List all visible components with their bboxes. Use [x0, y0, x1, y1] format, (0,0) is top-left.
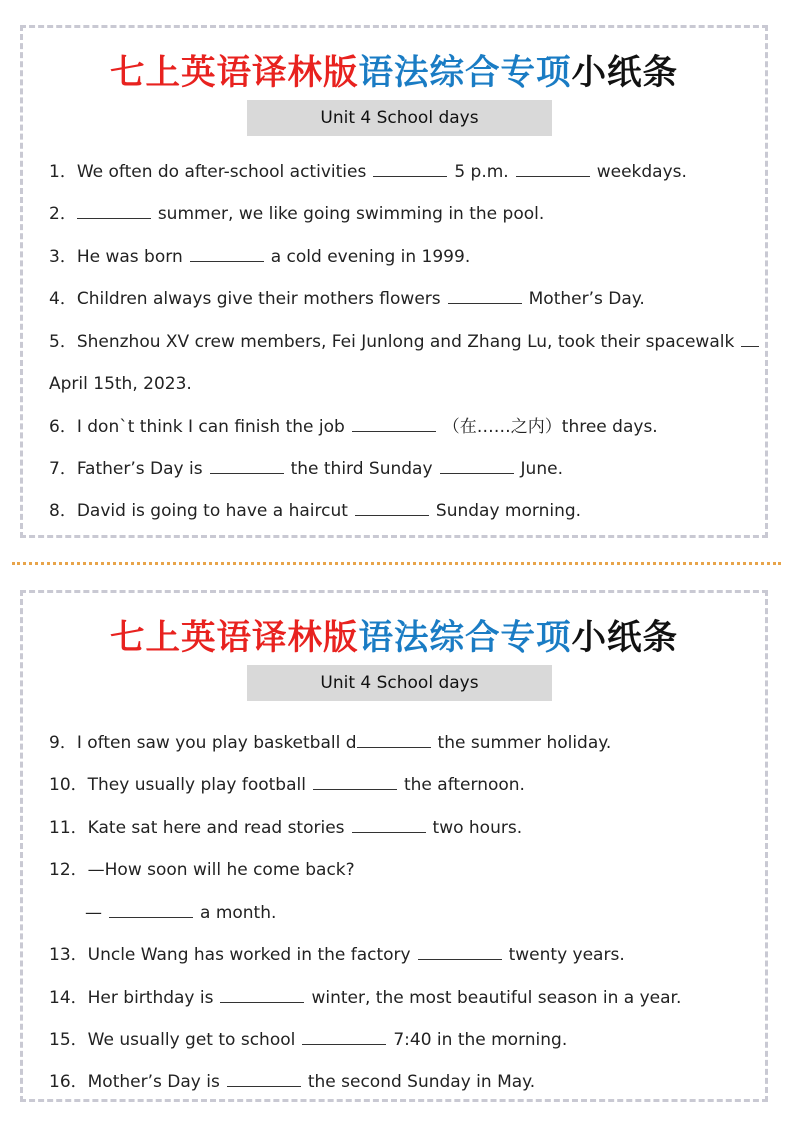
- answer-blank[interactable]: [313, 774, 397, 790]
- question-6: 6．I don`t think I can finish the job （在……之内）three days.: [49, 417, 658, 437]
- question-11: 11．Kate sat here and read stories two hours.: [49, 818, 523, 838]
- question-8: 8．David is going to have a haircut Sunday morning.: [49, 501, 582, 521]
- question-15: 15．We usually get to school 7:40 in the morning.: [49, 1030, 568, 1050]
- answer-blank[interactable]: [516, 161, 590, 177]
- answer-blank[interactable]: [227, 1071, 301, 1087]
- question-4: 4．Children always give their mothers flowers Mother’s Day.: [49, 289, 645, 309]
- question-1: 1．We often do after-school activities 5 p.m. weekdays.: [49, 162, 687, 182]
- question-7: 7．Father’s Day is the third Sunday June.: [49, 459, 563, 479]
- title-black-part: 小纸条: [571, 618, 678, 658]
- answer-blank[interactable]: [220, 987, 304, 1003]
- title-blue-part: 语法综合专项: [358, 618, 572, 658]
- answer-blank[interactable]: [741, 331, 759, 347]
- answer-blank[interactable]: [352, 416, 436, 432]
- answer-blank[interactable]: [448, 288, 522, 304]
- answer-blank[interactable]: [355, 500, 429, 516]
- worksheet-card-2: [20, 590, 768, 1102]
- title-red-part: 七上英语译林版: [110, 618, 359, 658]
- worksheet-title: [23, 44, 765, 94]
- unit-label: Unit 4 School days: [247, 100, 552, 136]
- question-5-continued: April 15th, 2023.: [49, 374, 192, 394]
- title-red-part: 七上英语译林版: [110, 53, 359, 93]
- worksheet-card-1: [20, 25, 768, 538]
- answer-blank[interactable]: [302, 1029, 386, 1045]
- unit-label: Unit 4 School days: [247, 665, 552, 701]
- question-14: 14．Her birthday is winter, the most beautiful season in a year.: [49, 988, 682, 1008]
- question-2: 2． summer, we like going swimming in the pool.: [49, 204, 545, 224]
- answer-blank[interactable]: [190, 246, 264, 262]
- worksheet-title: [23, 609, 765, 659]
- answer-blank[interactable]: [210, 458, 284, 474]
- question-9: 9．I often saw you play basketball d the summer holiday.: [49, 733, 612, 753]
- answer-blank[interactable]: [352, 817, 426, 833]
- question-12-answer-line: — a month.: [85, 903, 277, 923]
- title-black-part: 小纸条: [571, 53, 678, 93]
- question-3: 3．He was born a cold evening in 1999.: [49, 247, 471, 267]
- answer-blank[interactable]: [109, 902, 193, 918]
- answer-blank[interactable]: [373, 161, 447, 177]
- answer-blank[interactable]: [418, 944, 502, 960]
- cut-line-divider: [12, 562, 781, 565]
- question-16: 16．Mother’s Day is the second Sunday in May.: [49, 1072, 536, 1092]
- answer-blank[interactable]: [440, 458, 514, 474]
- question-12: 12．—How soon will he come back?: [49, 860, 355, 880]
- answer-blank[interactable]: [77, 203, 151, 219]
- question-13: 13．Uncle Wang has worked in the factory twenty years.: [49, 945, 625, 965]
- title-blue-part: 语法综合专项: [358, 53, 572, 93]
- answer-blank[interactable]: [357, 732, 431, 748]
- question-5: 5．Shenzhou XV crew members, Fei Junlong and Zhang Lu, took their spacewalk: [49, 331, 759, 353]
- question-10: 10．They usually play football the afternoon.: [49, 775, 525, 795]
